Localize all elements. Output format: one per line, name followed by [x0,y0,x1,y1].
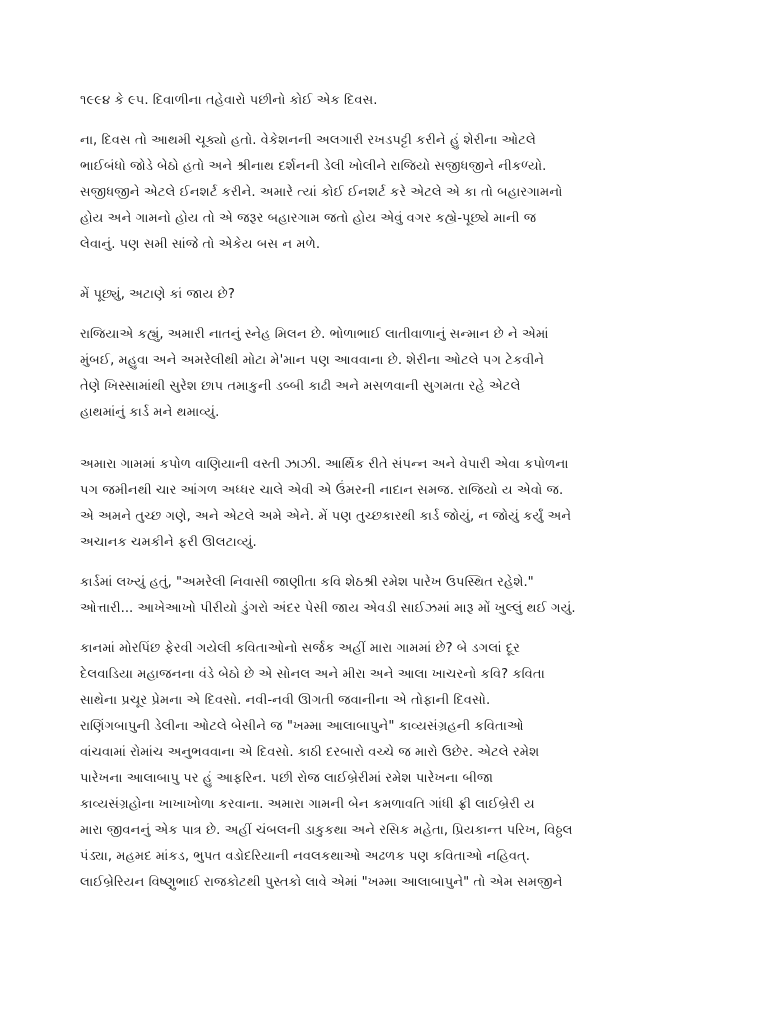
text-line: તેણે ખિસ્સામાંથી સુરેશ છાપ તમાકુની ડબ્બી કાઢી અને મસળવાની સુગમતા રહે એટલે [80,379,521,394]
paragraph-invitation-card [80,570,680,622]
text-line: લાઈબ્રેરિયન વિષ્ણુભાઈ રાજકોટથી પુસ્તકો લાવે એમાં "ખમ્મા આલાબાપુને" તો એમ સમજીને [80,875,563,890]
text-line: મારા જીવનનું એક પાત્ર છે. અહીં ચંબલની ડાકુકથા અને રસિક મહેતા, પ્રિયકાન્ત પરિખ, વિઠ્ઠલ [80,823,573,838]
text-line: અચાનક ચમકીને ફરી ઊલટાવ્યું. [80,535,257,550]
text-line: અમારા ગામમાં કપોળ વાણિયાની વસ્તી ઝાઝી. આર્થિક રીતે સંપન્ન અને વેપારી એવા કપોળના [80,457,569,472]
text-line: ના, દિવસ તો આથમી ચૂક્યો હતો. વેકેશનની અલગારી રખડપટ્ટી કરીને હું શેરીના ઓટલે [80,133,536,148]
paragraph-rajiyo-reply [80,322,680,426]
paragraph-date [80,88,680,114]
text-line: એ અમને તુચ્છ ગણે, અને એટલે અમે એને. મેં પણ તુચ્છકારથી કાર્ડ જોયું, ન જોયું કર્યું અને [80,509,572,524]
paragraph-kapol-community [80,452,680,556]
paragraph-evening-scene [80,128,680,258]
paragraph-poetry-memories [80,636,680,896]
paragraph-question [80,282,680,308]
text-line: હાથમાંનું કાર્ડ મને થમાવ્યું. [80,405,220,420]
text-line: મુંબઈ, મહુવા અને અમરેલીથી મોટા મે'માન પણ આવવાના છે. શેરીના ઓટલે પગ ટેકવીને [80,353,545,368]
text-line: રાજિયાએ કહ્યું, અમારી નાતનું સ્નેહ મિલન છે. ભોળાભાઈ લાતીવાળાનું સન્માન છે ને એમાં [80,327,549,342]
text-line: કાવ્યસંગ્રહોના ખાખાખોળા કરવાના. અમારા ગામની બેન કમળાવતિ ગાંધી ફ્રી લાઈબ્રેરી ય [80,797,535,812]
text-line: ૧૯૯૪ કે ૯૫. દિવાળીના તહેવારો પછીનો કોઈ એક દિવસ. [80,93,378,108]
text-line: કાર્ડમાં લખ્યું હતું, "અમરેલી નિવાસી જાણીતા કવિ શેઠશ્રી રમેશ પારેખ ઉપસ્થિત રહેશે." [80,575,534,590]
text-line: ઓત્તારી... આખેઆખો પીરીયો ડુંગરો અંદર પેસી જાય એવડી સાઈઝમાં મારૂ મોં ખુલ્લું થઈ ગયું. [80,601,576,616]
text-line: સાથેના પ્રચૂર પ્રેમના એ દિવસો. નવી-નવી ઊગતી જવાનીના એ તોફાની દિવસો. [80,693,491,708]
text-line: પગ જમીનથી ચાર આંગળ અધ્ધર ચાલે એવી એ ઉંમરની નાદાન સમજ. રાજિયો ય એવો જ. [80,483,564,498]
text-line: પારેખના આલાબાપુ પર હું આફરિન. પછી રોજ લાઈબ્રેરીમાં રમેશ પારેખના બીજા [80,771,494,786]
text-line: રાણિંગબાપુની ડેલીના ઓટલે બેસીને જ "ખમ્મા આલાબાપુને" કાવ્યસંગ્રહની કવિતાઓ [80,719,524,734]
text-line: મેં પૂછ્યું, અટાણે કાં જાય છે? [80,287,235,302]
text-line: લેવાનું. પણ સમી સાંજે તો એકેય બસ ન મળે. [80,237,321,252]
text-line: સજીધજીને એટલે ઈનશર્ટ કરીને. અમારે ત્યાં કોઈ ઈનશર્ટ કરે એટલે એ કા તો બહારગામનો [80,185,563,200]
text-line: વાંચવામાં રોમાંચ અનુભવવાના એ દિવસો. કાઠી દરબારો વચ્ચે જ મારો ઉછેર. એટલે રમેશ [80,745,540,760]
text-line: હોય અને ગામનો હોય તો એ જરૂર બહારગામ જતો હોય એવું વગર કહ્યે-પૂછ્યે માની જ [80,211,537,226]
text-line: પંડ્યા, મહમદ માંકડ, ભુપત વડોદરિયાની નવલકથાઓ અઢળક પણ કવિતાઓ નહિવત્. [80,849,530,864]
text-line: ભાઈબંધો જોડે બેઠો હતો અને શ્રીનાથ દર્શનની ડેલી ખોલીને રાજિયો સજીધજીને નીકળ્યો. [80,159,547,174]
text-line: દેલવાડિયા મહાજનના વંડે બેઠો છે એ સોનલ અને મીરા અને આલા ખાચરનો કવિ? કવિતા [80,667,545,682]
text-line: કાનમાં મોરપિંછ ફેરવી ગયેલી કવિતાઓનો સર્જક અહીં મારા ગામમાં છે? બે ડગલાં દૂર [80,641,521,656]
